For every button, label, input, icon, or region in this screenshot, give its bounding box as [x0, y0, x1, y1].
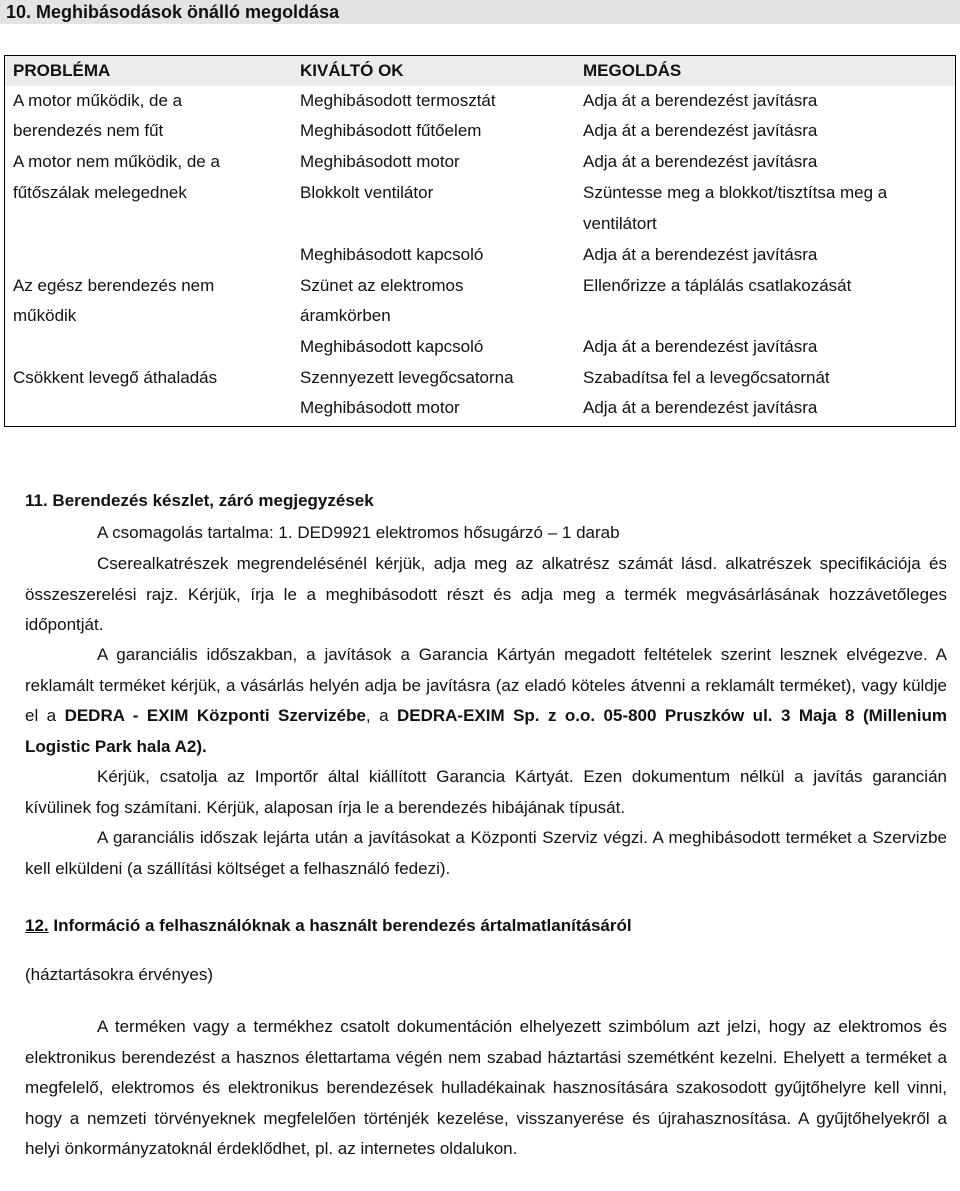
- post-warranty-paragraph: A garanciális időszak lejárta után a javításokat a Központi Szerviz végzi. A meghibásodott terméket a Szervizbe kell elküldeni (a szállítási költséget a felhasználó fedezi).: [25, 828, 947, 878]
- solution-cell: Ellenőrizze a táplálás csatlakozását: [583, 276, 852, 295]
- problem-cell: működik: [13, 306, 77, 325]
- solution-cell: Szabadítsa fel a levegőcsatornát: [583, 368, 830, 387]
- section-12-subtitle: (háztartásokra érvényes): [25, 965, 214, 984]
- spare-parts-paragraph: Cserealkatrészek megrendelésénél kérjük, adja meg az alkatrész számát lásd. alkatrészek specifikációja és összeszerelési rajz. Kérjük, írja le a meghibásodott részt és adja meg a termék megvásárlásának hozzávetőleges időpontját.: [25, 554, 947, 634]
- problem-cell: Csökkent levegő áthaladás: [13, 368, 218, 387]
- table-header-row: [5, 56, 955, 86]
- solution-cell: Adja át a berendezést javításra: [583, 121, 818, 140]
- section-11-title: 11. Berendezés készlet, záró megjegyzések: [25, 491, 374, 510]
- cause-cell: Meghibásodott motor: [300, 152, 460, 171]
- cause-cell: Szennyezett levegőcsatorna: [300, 368, 514, 387]
- cause-cell: Szünet az elektromos: [300, 276, 464, 295]
- cause-cell: áramkörben: [300, 306, 391, 325]
- solution-cell: Adja át a berendezést javításra: [583, 91, 818, 110]
- problem-cell: A motor nem működik, de a: [13, 152, 220, 171]
- header-cause: KIVÁLTÓ OK: [300, 61, 404, 80]
- section-12-number: 12.: [25, 916, 49, 935]
- header-problem: PROBLÉMA: [13, 61, 111, 80]
- warranty-paragraph: [25, 640, 947, 762]
- cause-cell: Meghibásodott fűtőelem: [300, 121, 482, 140]
- solution-cell: Adja át a berendezést javításra: [583, 152, 818, 171]
- disposal-paragraph: A terméken vagy a termékhez csatolt dokumentáción elhelyezett szimbólum azt jelzi, hogy az elektromos és elektronikus berendezést a hasznos élettartama végén nem szabad háztartási szemétként kezelni. Ehelyett a terméket a megfelelő, elektromos és elektronikus berendezések hulladékainak hasznosítására szakosodott gyűjtőhelyre kell vinni, hogy a nemzeti törvényeknek megfelelően történjék kezelése, visszanyerése és újrahasznosítása. A gyűjtőhelyekről a helyi önkormányzatoknál érdeklődhet, pl. az internetes oldalukon.: [25, 1017, 947, 1158]
- cause-cell: Meghibásodott termosztát: [300, 91, 496, 110]
- service-name: DEDRA - EXIM Központi Szervizébe: [64, 706, 366, 725]
- section-10-title: 10. Meghibásodások önálló megoldása: [0, 0, 960, 24]
- cause-cell: Meghibásodott kapcsoló: [300, 245, 484, 264]
- warranty-text-join: , a: [365, 706, 397, 725]
- cause-cell: Blokkolt ventilátor: [300, 183, 434, 202]
- solution-cell: ventilátort: [583, 214, 657, 233]
- solution-cell: Adja át a berendezést javításra: [583, 398, 818, 417]
- package-contents-paragraph: A csomagolás tartalma: 1. DED9921 elektromos hősugárzó – 1 darab: [97, 523, 620, 542]
- warranty-card-paragraph: Kérjük, csatolja az Importőr által kiállított Garancia Kártyát. Ezen dokumentum nélkül a javítás garancián kívülinek fog számítani. Kérjük, alaposan írja le a berendezés hibájának típusát.: [25, 767, 947, 817]
- solution-cell: Szüntesse meg a blokkot/tisztítsa meg a: [583, 183, 888, 202]
- problem-cell: fűtőszálak melegednek: [13, 183, 187, 202]
- solution-cell: Adja át a berendezést javításra: [583, 245, 818, 264]
- troubleshooting-table: [4, 55, 956, 427]
- problem-cell: Az egész berendezés nem: [13, 276, 215, 295]
- section-12-title: [25, 913, 632, 939]
- problem-cell: A motor működik, de a: [13, 91, 183, 110]
- problem-cell: berendezés nem fűt: [13, 121, 164, 140]
- warranty-text: A garanciális időszakban, a javítások a Garancia Kártyán megadott feltételek szerint lesznek elvégezve. A reklamált terméket kérjük, a vásárlás helyén adja be javításra (az eladó köteles átvenni a reklamált terméket), vagy küldje el a: [25, 645, 947, 725]
- solution-cell: Adja át a berendezést javításra: [583, 337, 818, 356]
- cause-cell: Meghibásodott kapcsoló: [300, 337, 484, 356]
- service-address: DEDRA-EXIM Sp. z o.o. 05-800 Pruszków ul. 3 Maja 8 (Millenium Logistic Park hala A2).: [25, 706, 947, 756]
- section-12-title-text: Információ a felhasználóknak a használt berendezés ártalmatlanításáról: [48, 916, 632, 935]
- cause-cell: Meghibásodott motor: [300, 398, 460, 417]
- header-solution: MEGOLDÁS: [583, 61, 682, 80]
